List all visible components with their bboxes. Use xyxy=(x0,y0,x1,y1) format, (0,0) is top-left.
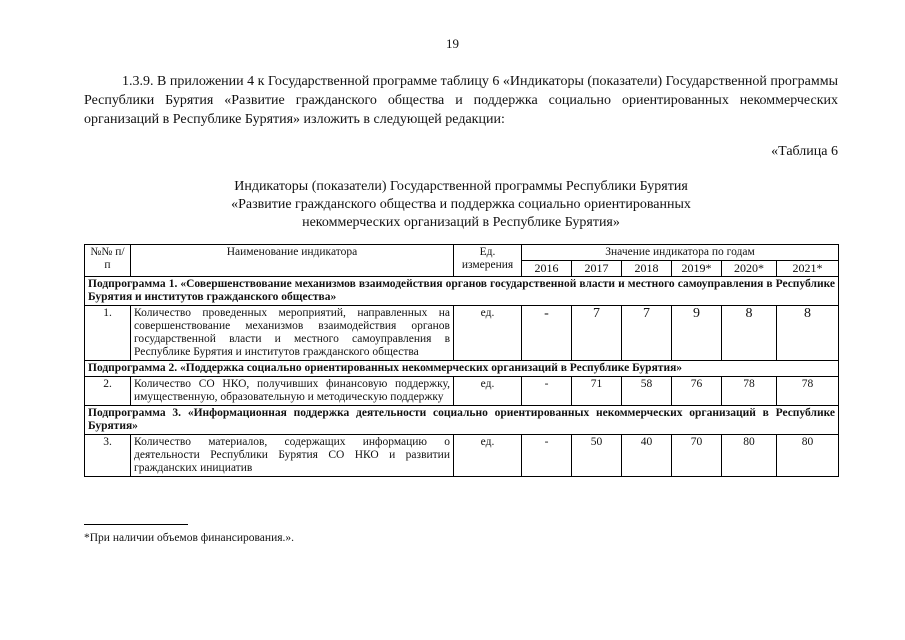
row-value: 58 xyxy=(622,377,672,406)
table-header-row xyxy=(85,245,839,261)
row-value: - xyxy=(522,377,572,406)
row-value: 7 xyxy=(572,306,622,361)
table-title-line-3: некоммерческих организаций в Республике Бурятия» xyxy=(302,215,620,230)
table-reference: «Таблица 6 xyxy=(771,144,838,159)
row-value: 8 xyxy=(722,306,777,361)
header-year: 2021* xyxy=(777,261,839,277)
row-num: 2. xyxy=(85,377,131,406)
row-value: 78 xyxy=(722,377,777,406)
row-unit: ед. xyxy=(454,435,522,477)
row-value: 78 xyxy=(777,377,839,406)
row-name: Количество проведенных мероприятий, направленных на совершенствование механизмов взаимодействия органов государственной власти и местного самоуправления в Республике Бурятия и институтов гражданского общества xyxy=(131,306,454,361)
table-row xyxy=(85,435,839,477)
row-name: Количество СО НКО, получивших финансовую поддержку, имущественную, образовательную и методическую поддержку xyxy=(131,377,454,406)
row-value: 76 xyxy=(672,377,722,406)
row-unit: ед. xyxy=(454,377,522,406)
header-values-group: Значение индикатора по годам xyxy=(522,245,839,261)
subprogram-row xyxy=(85,277,839,306)
row-value: 7 xyxy=(622,306,672,361)
row-num: 1. xyxy=(85,306,131,361)
header-year: 2018 xyxy=(622,261,672,277)
row-value: 40 xyxy=(622,435,672,477)
table-title xyxy=(84,178,838,232)
row-unit: ед. xyxy=(454,306,522,361)
footnote: *При наличии объемов финансирования.». xyxy=(84,532,295,544)
row-value: 9 xyxy=(672,306,722,361)
header-year: 2019* xyxy=(672,261,722,277)
table-row xyxy=(85,377,839,406)
subprogram-row xyxy=(85,406,839,435)
header-num: №№ п/п xyxy=(85,245,131,277)
header-year: 2016 xyxy=(522,261,572,277)
header-name: Наименование индикатора xyxy=(131,245,454,277)
row-value: - xyxy=(522,435,572,477)
header-year: 2017 xyxy=(572,261,622,277)
row-value: 71 xyxy=(572,377,622,406)
row-value: 70 xyxy=(672,435,722,477)
footnote-divider xyxy=(84,524,188,525)
header-year: 2020* xyxy=(722,261,777,277)
subprogram-row xyxy=(85,361,839,377)
row-name: Количество материалов, содержащих информацию о деятельности Республики Бурятия СО НКО и развитии гражданских инициатив xyxy=(131,435,454,477)
row-value: 50 xyxy=(572,435,622,477)
page-number: 19 xyxy=(446,36,459,51)
subprogram-title: Подпрограмма 3. «Информационная поддержка деятельности социально ориентированных некоммерческих организаций в Республике Бурятия» xyxy=(85,406,839,435)
row-value: 8 xyxy=(777,306,839,361)
table-row xyxy=(85,306,839,361)
table-title-line-1: Индикаторы (показатели) Государственной программы Республики Бурятия xyxy=(234,179,688,194)
row-value: - xyxy=(522,306,572,361)
row-num: 3. xyxy=(85,435,131,477)
row-value: 80 xyxy=(777,435,839,477)
subprogram-title: Подпрограмма 1. «Совершенствование механизмов взаимодействия органов государственной власти и местного самоуправления в Республике Бурятия и институтов гражданского общества» xyxy=(85,277,839,306)
intro-paragraph: 1.3.9. В приложении 4 к Государственной программе таблицу 6 «Индикаторы (показатели) Государственной программы Республики Бурятия «Развитие гражданского общества и поддержка социально ориентированных некоммерческих организаций в Республике Бурятия» изложить в следующей редакции: xyxy=(84,74,838,127)
header-unit: Ед. измерения xyxy=(454,245,522,277)
subprogram-title: Подпрограмма 2. «Поддержка социально ориентированных некоммерческих организаций в Республике Бурятия» xyxy=(85,361,839,377)
table-title-line-2: «Развитие гражданского общества и поддержка социально ориентированных xyxy=(231,197,691,212)
indicators-table xyxy=(84,244,839,477)
row-value: 80 xyxy=(722,435,777,477)
